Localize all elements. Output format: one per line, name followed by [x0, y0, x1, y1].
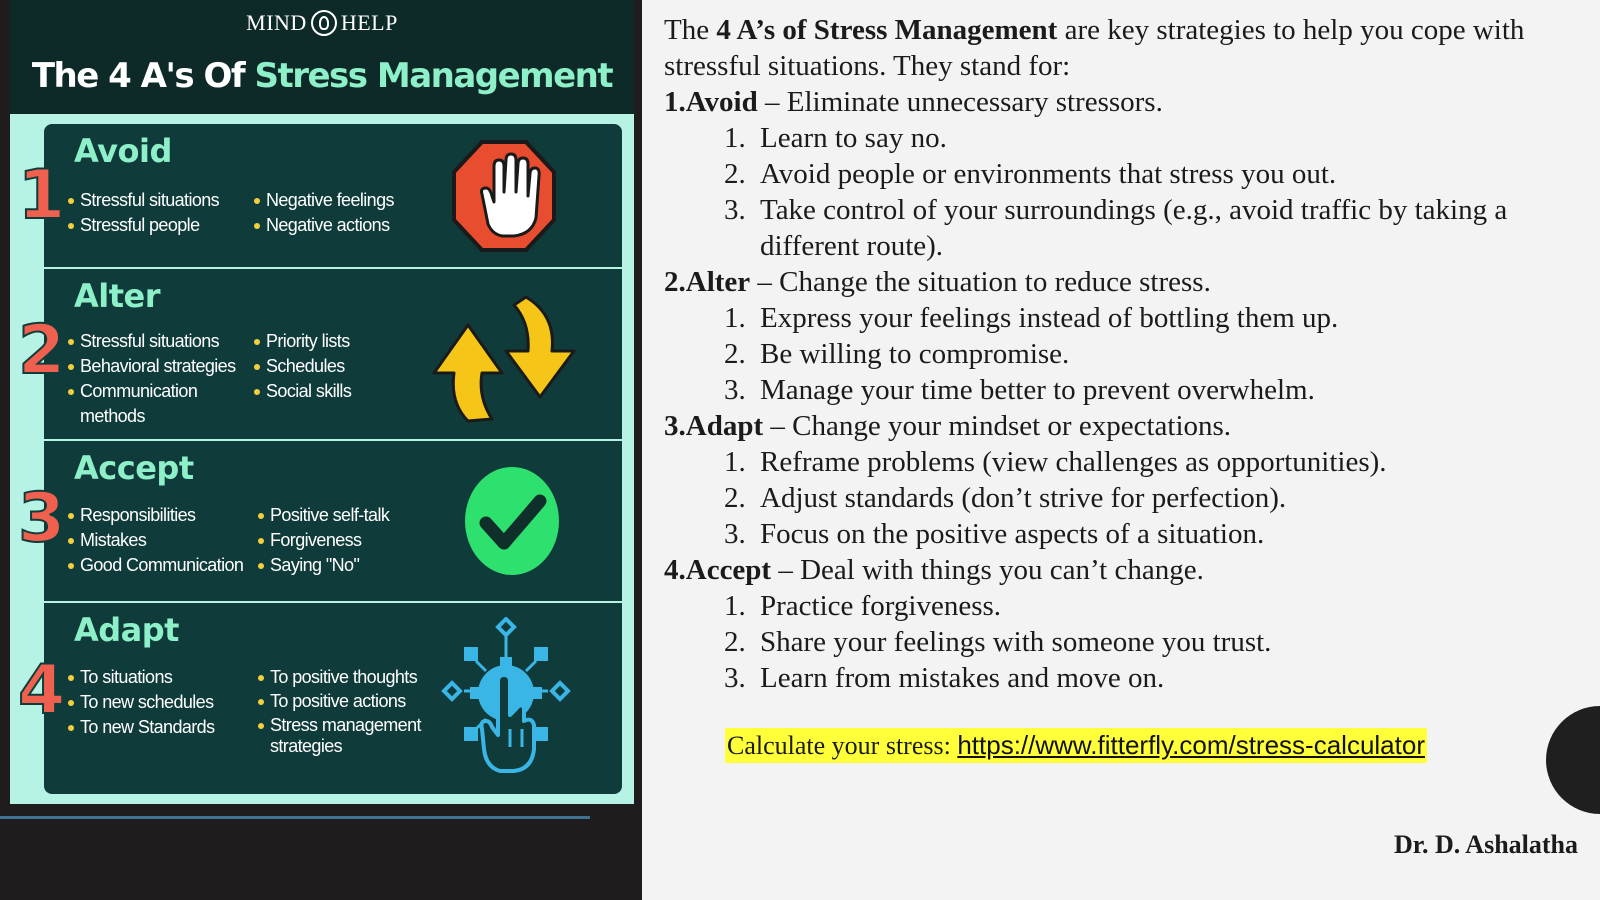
- gear-hand-icon: [436, 617, 576, 775]
- card-title: Accept: [74, 449, 194, 487]
- divider-line: [0, 816, 590, 819]
- list-item: Stress management: [258, 713, 421, 737]
- poster-cards: [18, 124, 622, 794]
- poster-title-prefix: The 4 A's Of: [31, 56, 245, 96]
- list-number: 1.: [724, 446, 746, 478]
- text-panel: [642, 0, 1600, 900]
- list-item: Negative actions: [254, 213, 394, 238]
- list-item: [664, 444, 1584, 480]
- list-text: Express your feelings instead of bottling them up.: [760, 302, 1339, 334]
- card-list-left: [68, 665, 215, 740]
- list-number: 1.: [724, 302, 746, 334]
- strategy-sections: [664, 84, 1584, 696]
- stress-calculator-callout: [725, 728, 1427, 763]
- list-item: Stressful people: [68, 213, 219, 238]
- section-heading-avoid: [664, 84, 1584, 120]
- card-list-right: [258, 665, 421, 755]
- list-text: Manage your time better to prevent overwhelm.: [760, 374, 1315, 406]
- list-item: [664, 192, 1584, 264]
- list-text: Avoid people or environments that stress you out.: [760, 158, 1337, 190]
- list-item: To situations: [68, 665, 215, 690]
- section-heading-accept: [664, 552, 1584, 588]
- list-text: Be willing to compromise.: [760, 338, 1070, 370]
- card-adapt: [18, 603, 622, 794]
- card-title: Avoid: [74, 132, 172, 170]
- card-number: 4: [18, 651, 66, 730]
- card-list-left: [68, 503, 243, 578]
- card-number: 3: [18, 479, 66, 558]
- card-list-left: [68, 188, 219, 238]
- card-list-right: [254, 329, 351, 404]
- section-heading-alter: [664, 264, 1584, 300]
- list-item: Behavioral strategies: [68, 354, 236, 379]
- stress-calculator-link[interactable]: https://www.fitterfly.com/stress-calculator: [957, 730, 1425, 760]
- list-item: Mistakes: [68, 528, 243, 553]
- section-label: 2.Alter: [664, 266, 751, 298]
- list-item: To new Standards: [68, 715, 215, 740]
- brand-right-text: HELP: [340, 10, 398, 35]
- list-item: [664, 480, 1584, 516]
- intro-paragraph: [664, 12, 1584, 84]
- card-list-right: [254, 188, 394, 238]
- card-number: 2: [18, 311, 66, 390]
- list-text: Share your feelings with someone you trust.: [760, 626, 1272, 658]
- intro-post: are key strategies to help you cope with stressful situations. They stand for:: [664, 14, 1525, 82]
- list-item-continuation: strategies: [270, 736, 343, 756]
- list-text: Focus on the positive aspects of a situation.: [760, 518, 1265, 550]
- list-item: Forgiveness: [258, 528, 389, 553]
- cycle-arrows-icon: [430, 293, 580, 423]
- poster-title-accent: Stress Management: [254, 56, 613, 96]
- section-label: 1.Avoid: [664, 86, 758, 118]
- list-item: [664, 516, 1584, 552]
- list-item: Positive self-talk: [258, 503, 389, 528]
- list-number: 2.: [724, 338, 746, 370]
- section-list-adapt: [664, 444, 1584, 552]
- section-description: – Deal with things you can’t change.: [771, 554, 1204, 586]
- list-number: 3.: [724, 518, 746, 550]
- section-label: 3.Adapt: [664, 410, 764, 442]
- list-item: To new schedules: [68, 690, 215, 715]
- list-number: 2.: [724, 482, 746, 514]
- list-item: Social skills: [254, 379, 351, 404]
- infographic-panel: [0, 0, 642, 900]
- author-name: Dr. D. Ashalatha: [1394, 830, 1578, 859]
- list-item: [664, 300, 1584, 336]
- brand-logo: [10, 10, 634, 36]
- card-title: Alter: [74, 277, 161, 315]
- card-alter: [18, 269, 622, 441]
- intro-pre: The: [664, 14, 717, 46]
- list-text: Adjust standards (don’t strive for perfection).: [760, 482, 1287, 514]
- list-number: 2.: [724, 626, 746, 658]
- card-title: Adapt: [74, 611, 179, 649]
- list-item: Negative feelings: [254, 188, 394, 213]
- list-text: Practice forgiveness.: [760, 590, 1002, 622]
- card-list-left: [68, 329, 236, 429]
- list-item: Good Communication: [68, 553, 243, 578]
- list-text: Learn to say no.: [760, 122, 947, 154]
- list-number: 3.: [724, 194, 746, 226]
- list-item: [664, 624, 1584, 660]
- list-item: [664, 336, 1584, 372]
- brain-icon: [311, 10, 337, 36]
- card-accept: [18, 441, 622, 603]
- list-item: Schedules: [254, 354, 351, 379]
- list-item: Stressful situations: [68, 188, 219, 213]
- list-text: Learn from mistakes and move on.: [760, 662, 1165, 694]
- list-item: [664, 588, 1584, 624]
- section-description: – Change your mindset or expectations.: [763, 410, 1232, 442]
- list-text: Reframe problems (view challenges as opportunities).: [760, 446, 1387, 478]
- stop-hand-icon: [450, 136, 558, 256]
- section-description: – Eliminate unnecessary stressors.: [757, 86, 1163, 118]
- list-number: 3.: [724, 662, 746, 694]
- section-list-accept: [664, 588, 1584, 696]
- list-number: 3.: [724, 374, 746, 406]
- list-item: [664, 120, 1584, 156]
- list-item-continuation: methods: [80, 406, 145, 426]
- calc-label: Calculate your stress:: [727, 731, 958, 760]
- list-item: [664, 156, 1584, 192]
- list-item: Stressful situations: [68, 329, 236, 354]
- list-item: To positive actions: [258, 689, 421, 713]
- list-number: 1.: [724, 122, 746, 154]
- list-item: [664, 660, 1584, 696]
- section-description: – Change the situation to reduce stress.: [750, 266, 1211, 298]
- list-item: Saying "No": [258, 553, 389, 578]
- checkmark-icon: [462, 465, 562, 577]
- list-item: To positive thoughts: [258, 665, 421, 689]
- intro-bold: 4 A’s of Stress Management: [716, 14, 1058, 46]
- section-label: 4.Accept: [664, 554, 772, 586]
- card-list-right: [258, 503, 389, 578]
- card-avoid: [18, 124, 622, 269]
- list-number: 2.: [724, 158, 746, 190]
- list-number: 1.: [724, 590, 746, 622]
- list-text: Take control of your surroundings (e.g., avoid traffic by taking a different route).: [760, 194, 1508, 262]
- list-item: Responsibilities: [68, 503, 243, 528]
- poster-title: [10, 56, 634, 96]
- list-item: Priority lists: [254, 329, 351, 354]
- poster-body: [10, 114, 634, 804]
- section-list-avoid: [664, 120, 1584, 264]
- list-item: [664, 372, 1584, 408]
- section-heading-adapt: [664, 408, 1584, 444]
- section-list-alter: [664, 300, 1584, 408]
- poster-header: [10, 0, 634, 114]
- brand-left-text: MIND: [246, 10, 307, 35]
- card-number: 1: [18, 156, 66, 235]
- list-item: Communication: [68, 379, 236, 404]
